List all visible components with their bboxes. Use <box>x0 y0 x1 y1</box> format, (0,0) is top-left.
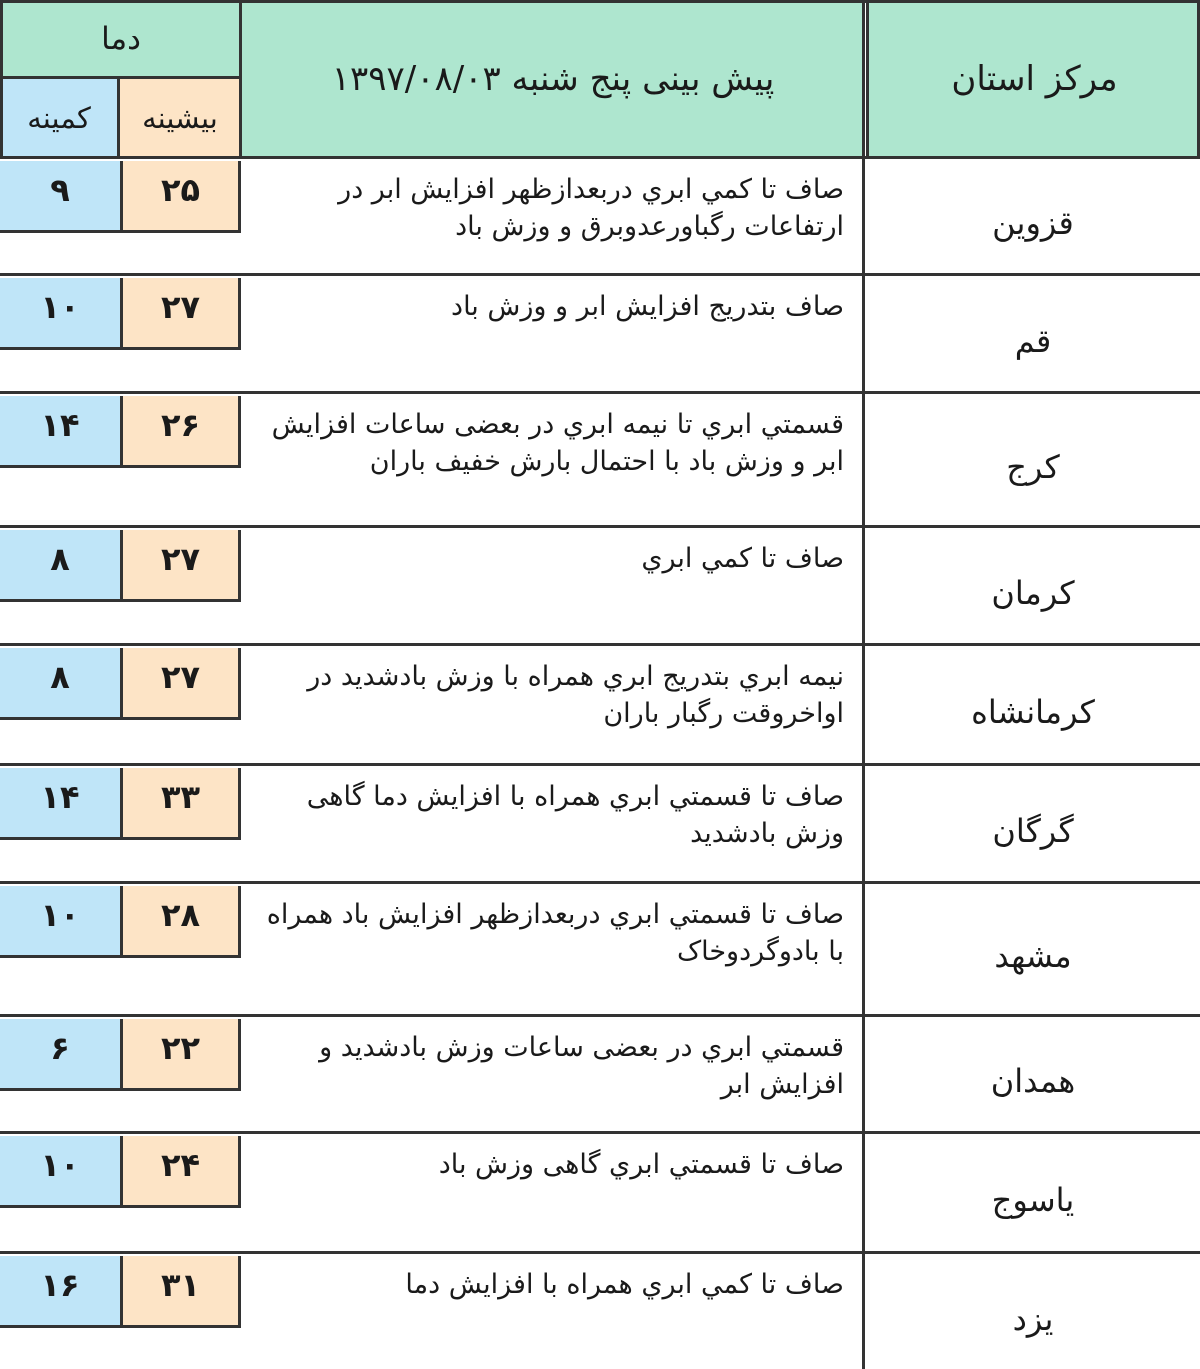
min-temp: ۱۰ <box>0 886 120 958</box>
forecast-description: صاف تا کمي ابري دربعدازظهر افزايش ابر در ارتفاعات رگباورعدوبرق و وزش باد <box>338 174 844 242</box>
table-row <box>0 1254 1200 1369</box>
forecast-description: صاف بتدريج افزايش ابر و وزش باد <box>451 291 844 322</box>
header-temperature-label: دما <box>101 20 141 57</box>
province-name: یزد <box>1012 1299 1054 1338</box>
header-province <box>866 0 1200 157</box>
province-name: همدان <box>990 1062 1076 1100</box>
max-temp: ۲۴ <box>120 1136 241 1208</box>
min-temp: ۱۴ <box>0 396 120 468</box>
forecast-description: صاف تا کمي ابري <box>641 543 844 574</box>
table-row <box>0 276 1200 391</box>
table-row <box>0 1017 1200 1131</box>
min-temp: ۹ <box>0 161 120 233</box>
forecast-description: صاف تا قسمتي ابري دربعدازظهر افزايش باد همراه با بادوگردوخاک <box>266 899 844 967</box>
province-name: قزوین <box>992 204 1074 242</box>
table-row <box>0 884 1200 1014</box>
forecast-description: صاف تا کمي ابري همراه با افزايش دما <box>405 1269 844 1300</box>
province-name: کرج <box>1006 447 1060 486</box>
forecast-description: قسمتي ابري تا نيمه ابري در بعضی ساعات افزايش ابر و وزش باد با احتمال بارش خفيف باران <box>271 409 844 477</box>
min-temp: ۶ <box>0 1019 120 1091</box>
province-name: کرمانشاه <box>971 692 1095 731</box>
min-temp: ۱۰ <box>0 1136 120 1208</box>
table-row <box>0 646 1200 763</box>
max-temp: ۲۷ <box>120 530 241 602</box>
forecast-description: نيمه ابري بتدريج ابري همراه با وزش بادشديد در اواخروقت رگبار باران <box>307 661 844 729</box>
header-forecast-label: پیش بینی پنج شنبه ۱۳۹۷/۰۸/۰۳ <box>331 58 775 99</box>
forecast-description: قسمتي ابري در بعضی ساعات وزش بادشديد و افزايش ابر <box>319 1032 844 1100</box>
header-max <box>120 79 240 157</box>
grid-line <box>0 0 3 157</box>
table-row <box>0 159 1200 273</box>
grid-line <box>0 0 1200 3</box>
header-temperature <box>0 0 242 77</box>
max-temp: ۲۵ <box>120 161 241 233</box>
province-name: مشهد <box>994 937 1072 975</box>
table-row <box>0 1134 1200 1251</box>
table-row <box>0 528 1200 643</box>
min-temp: ۱۰ <box>0 278 120 350</box>
max-temp: ۲۷ <box>120 278 241 350</box>
table-row <box>0 766 1200 881</box>
max-temp: ۲۶ <box>120 396 241 468</box>
table-row <box>0 394 1200 525</box>
max-temp: ۲۸ <box>120 886 241 958</box>
min-temp: ۸ <box>0 530 120 602</box>
min-temp: ۱۴ <box>0 768 120 840</box>
province-name: کرمان <box>991 573 1075 612</box>
grid-line <box>0 76 242 79</box>
grid-line <box>117 77 120 157</box>
grid-line <box>239 0 242 157</box>
header-min <box>0 79 118 157</box>
header-max-label: بیشینه <box>142 101 218 135</box>
province-name: یاسوج <box>991 1180 1075 1219</box>
min-temp: ۱۶ <box>0 1256 120 1328</box>
max-temp: ۳۳ <box>120 768 241 840</box>
forecast-description: صاف تا قسمتي ابري گاهی وزش باد <box>438 1149 844 1180</box>
max-temp: ۲۷ <box>120 648 241 720</box>
min-temp: ۸ <box>0 648 120 720</box>
province-name: گرگان <box>992 811 1074 850</box>
header-min-label: کمینه <box>27 101 91 135</box>
max-temp: ۲۲ <box>120 1019 241 1091</box>
max-temp: ۳۱ <box>120 1256 241 1328</box>
header-province-label: مرکز استان <box>951 58 1118 99</box>
province-name: قم <box>1014 321 1052 360</box>
header-forecast <box>242 0 864 157</box>
forecast-description: صاف تا قسمتي ابري همراه با افزايش دما گاهی وزش بادشديد <box>306 781 844 849</box>
